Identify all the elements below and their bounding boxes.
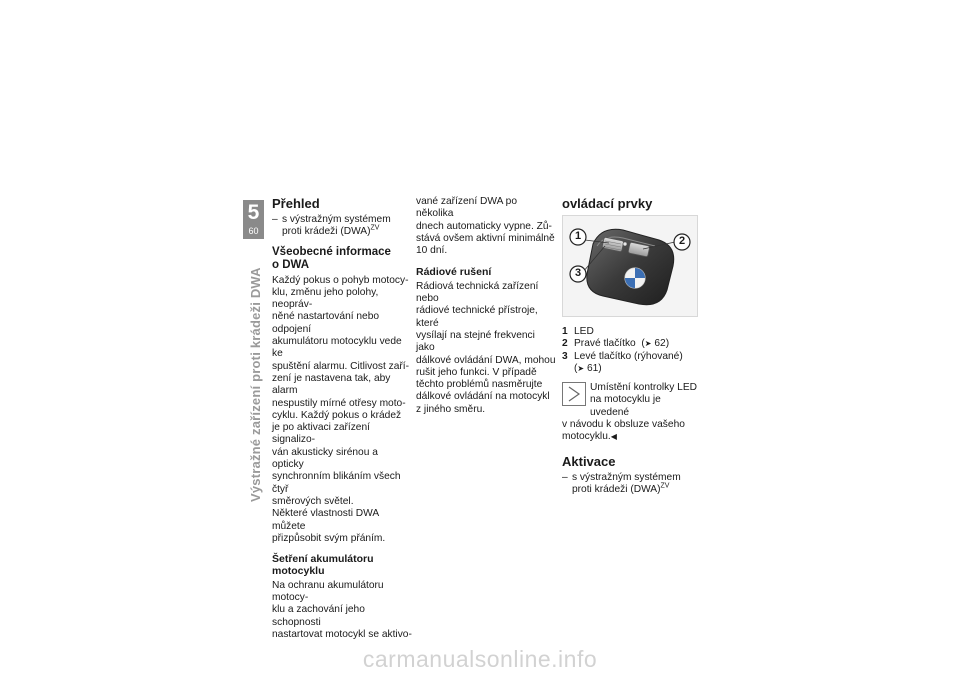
- text-line: z jiného směru.: [416, 403, 486, 415]
- legend-text: Pravé tlačítko: [574, 338, 636, 350]
- legend-item: [562, 338, 702, 350]
- legend-text: Levé tlačítko (rýhované): [574, 350, 683, 362]
- text-line: je po aktivaci zařízení signalizo-: [272, 422, 370, 446]
- battery-heading-line: Šetření akumulátoru: [272, 553, 374, 566]
- arrow-right-icon: ➤: [577, 363, 585, 373]
- text-line: něné nastartování nebo odpojení: [272, 311, 380, 335]
- text-line: zení je nastavena tak, aby alarm: [272, 372, 391, 397]
- page-ref: (➤ 62): [638, 338, 670, 350]
- page-ref-number: 61: [586, 362, 599, 374]
- activation-heading: Aktivace: [562, 453, 616, 469]
- text-line: ván akusticky sirénou a opticky: [272, 446, 378, 471]
- text-line: přizpůsobit svým přáním.: [272, 532, 386, 544]
- end-triangle-icon: ◀: [610, 432, 617, 442]
- watermark: carmanualsonline.info: [362, 646, 598, 672]
- activation-sup: ZV: [660, 482, 670, 490]
- text-line: vysílají na stejné frekvenci jako: [416, 329, 535, 354]
- text-line: spuštění alarmu. Citlivost zaří-: [272, 360, 410, 372]
- text-line: v návodu k obsluze vašeho: [562, 419, 685, 431]
- text-line: klu, změnu jeho polohy, neopráv-: [272, 286, 379, 311]
- activation-note-text: s výstražným systémem proti krádeži (DWA): [572, 471, 681, 495]
- chapter-tab: [243, 200, 264, 239]
- text-line: rušit jeho funkci. V případě: [416, 366, 537, 378]
- text-line: směrových světel.: [272, 495, 354, 507]
- page-ref-number: 62: [654, 338, 666, 350]
- text-line: nastartovat motocykl se aktivo-: [272, 628, 412, 640]
- led-note: [562, 382, 702, 443]
- figure-label: 1: [574, 230, 582, 242]
- text-line: nespustily mírné otřesy moto-: [272, 397, 406, 409]
- chapter-side-title: Výstražné zařízení proti krádeži DWA: [248, 267, 263, 502]
- text-line: rádiové technické přístroje, které: [416, 305, 538, 329]
- text-line: 10 dní.: [416, 245, 448, 257]
- battery-heading-line: motocyklu: [272, 565, 325, 578]
- text-line: [562, 431, 702, 443]
- legend-number: 1: [562, 326, 568, 337]
- text-line: akumulátoru motocyklu vede ke: [272, 336, 402, 360]
- radio-heading: Rádiové rušení: [416, 266, 492, 279]
- text-line: Na ochranu akumulátoru motocy-: [272, 579, 384, 604]
- general-info-heading: [272, 246, 412, 272]
- page-number: 60: [248, 226, 259, 236]
- equipment-sup: ZV: [370, 224, 380, 232]
- legend-number: 2: [562, 338, 568, 350]
- overview-heading: Přehled: [272, 196, 320, 211]
- chapter-number: 5: [247, 201, 260, 224]
- column-3: [562, 196, 702, 496]
- text-line: Některé vlastnosti DWA můžete: [272, 508, 379, 532]
- general-info-text: [272, 275, 412, 546]
- legend-text: LED: [574, 326, 594, 337]
- remote-key-figure: [562, 215, 698, 317]
- figure-label: 2: [678, 235, 686, 247]
- text-line: klu a zachování jeho schopnosti: [272, 604, 365, 628]
- text-line: Rádiová technická zařízení nebo: [416, 280, 539, 305]
- text-line: těchto problémů nasměrujte: [416, 379, 543, 391]
- info-note-icon: [562, 382, 586, 406]
- text-line: synchronním blikáním všech čtyř: [272, 471, 401, 495]
- legend-number: 3: [562, 350, 568, 362]
- legend-item: [562, 326, 702, 338]
- battery-text-continued: [416, 196, 556, 257]
- general-info-heading-line: o DWA: [272, 258, 310, 271]
- radio-text: [416, 281, 556, 416]
- activation-equipment-note: [562, 472, 702, 497]
- text-line: dálkové ovládání DWA, mohou: [416, 354, 556, 366]
- text-line-content: motocyklu.: [562, 431, 611, 443]
- remote-key-illustration: [563, 216, 697, 316]
- page-ref: (➤ 61): [574, 362, 602, 374]
- general-info-heading-line: Všeobecné informace: [272, 245, 391, 258]
- column-2: [416, 196, 556, 416]
- arrow-right-icon: ➤: [644, 339, 652, 349]
- battery-text: [272, 580, 412, 641]
- equipment-note: [272, 214, 412, 239]
- figure-label: 3: [574, 267, 582, 279]
- legend-list: [562, 326, 702, 375]
- text-line: Umístění kontrolky LED: [590, 382, 698, 394]
- text-line: dálkové ovládání na motocykl: [416, 391, 550, 403]
- controls-heading: ovládací prvky: [562, 196, 653, 211]
- text-line: Každý pokus o pohyb motocy-: [272, 274, 409, 286]
- equipment-note-text: s výstražným systémem proti krádeži (DWA): [282, 214, 391, 238]
- text-line: vané zařízení DWA po několika: [416, 196, 517, 220]
- column-1: [272, 196, 412, 641]
- battery-heading: [272, 553, 412, 578]
- legend-item: [562, 351, 702, 376]
- text-line: na motocyklu je uvedené: [590, 394, 661, 418]
- text-line: dnech automaticky vypne. Zů-: [416, 220, 552, 232]
- text-line: cyklu. Každý pokus o krádež: [272, 409, 402, 421]
- text-line: stává ovšem aktivní minimálně: [416, 232, 555, 244]
